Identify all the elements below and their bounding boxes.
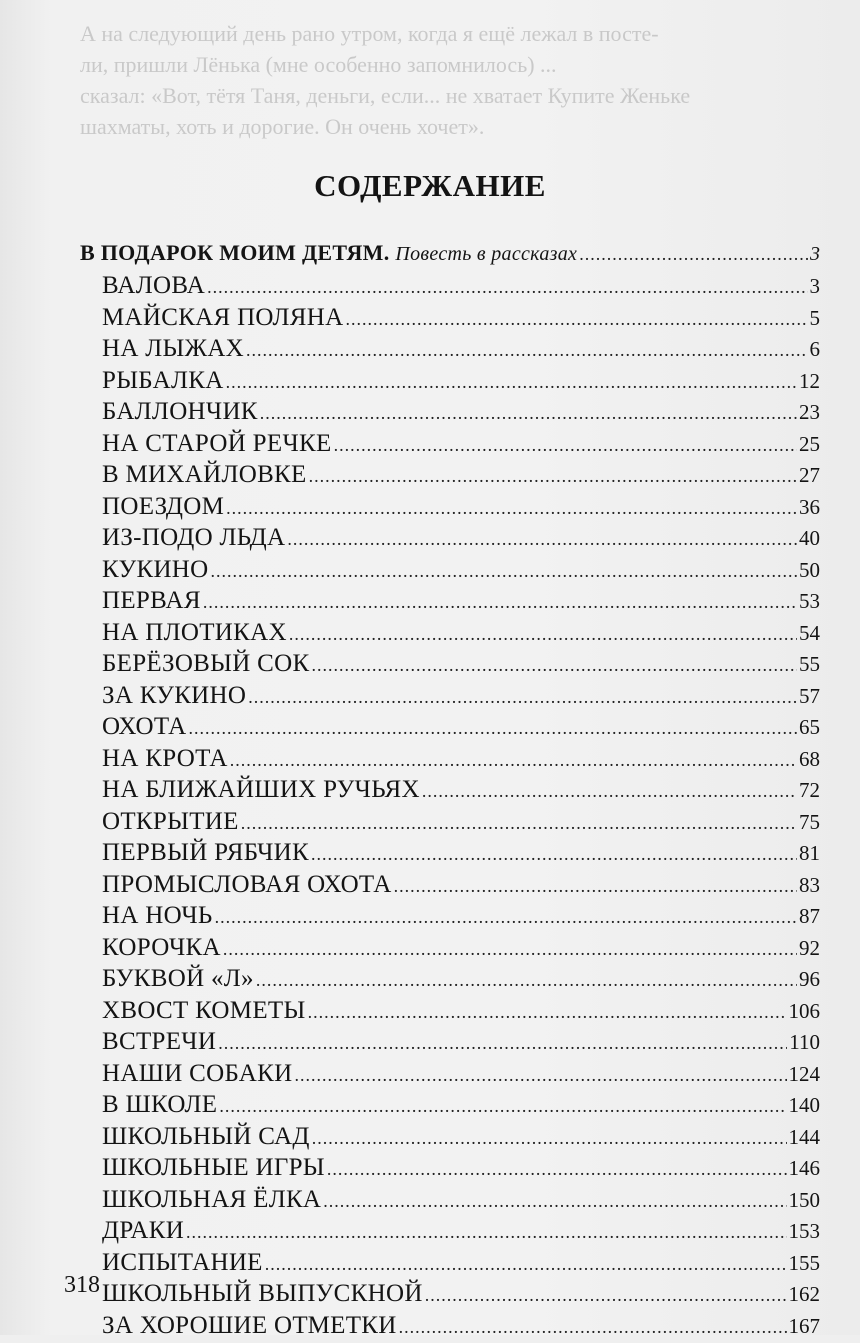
toc-entry-page: 144	[789, 1122, 821, 1154]
toc-entry-page: 75	[799, 807, 820, 839]
dot-leader	[265, 1249, 787, 1281]
toc-top-title-text: В ПОДАРОК МОИМ ДЕТЯМ.	[80, 240, 390, 265]
toc-entry-title: ПРОМЫСЛОВАЯ ОХОТА	[80, 869, 392, 901]
dot-leader	[260, 398, 797, 430]
toc-entry	[80, 1215, 820, 1247]
toc-entry-title: ШКОЛЬНАЯ ЁЛКА	[80, 1184, 321, 1216]
dot-leader	[323, 1186, 786, 1218]
toc-entry-title: ОТКРЫТИЕ	[80, 806, 239, 838]
toc-entry-page: 50	[799, 555, 820, 587]
toc-entry-title: ВАЛОВА	[80, 270, 205, 302]
toc-entry-title: ЗА КУКИНО	[80, 680, 246, 712]
dot-leader	[294, 1060, 786, 1092]
toc-entry-page: 6	[810, 334, 821, 366]
dot-leader	[422, 776, 797, 808]
dot-leader	[189, 713, 797, 745]
toc-entry-title: НАШИ СОБАКИ	[80, 1058, 292, 1090]
toc-entry-page: 55	[799, 649, 820, 681]
toc-entry	[80, 743, 820, 775]
bleed-through-text	[80, 18, 820, 142]
toc-entry-page: 140	[789, 1090, 821, 1122]
toc-entry-title: ОХОТА	[80, 711, 187, 743]
toc-entry-page: 92	[799, 933, 820, 965]
toc-top-page: 3	[810, 237, 820, 271]
toc-entry	[80, 711, 820, 743]
page-title: СОДЕРЖАНИЕ	[0, 168, 860, 204]
toc-entry	[80, 963, 820, 995]
toc-entry-title: РЫБАЛКА	[80, 365, 224, 397]
toc-entry-page: 87	[799, 901, 820, 933]
toc-entry-page: 36	[799, 492, 820, 524]
toc-entry	[80, 491, 820, 523]
toc-entry	[80, 932, 820, 964]
toc-entry-page: 68	[799, 744, 820, 776]
toc-entry	[80, 333, 820, 365]
toc-entry-page: 83	[799, 870, 820, 902]
toc-entry-page: 124	[789, 1059, 821, 1091]
dot-leader	[230, 745, 797, 777]
toc-top-title	[80, 236, 577, 271]
toc-entry-title: ИСПЫТАНИЕ	[80, 1247, 263, 1279]
dot-leader	[308, 997, 787, 1029]
toc-entry	[80, 1058, 820, 1090]
toc-entry-title: НА БЛИЖАЙШИХ РУЧЬЯХ	[80, 774, 420, 806]
toc-entry-page: 27	[799, 460, 820, 492]
toc-entry-page: 5	[810, 303, 821, 335]
toc-entry-title: В ШКОЛЕ	[80, 1089, 217, 1121]
toc-entry-title: БЕРЁЗОВЫЙ СОК	[80, 648, 309, 680]
toc-entry-page: 81	[799, 838, 820, 870]
toc-entry-page: 12	[799, 366, 820, 398]
toc-entry	[80, 837, 820, 869]
dot-leader	[579, 237, 808, 271]
toc-entry-page: 153	[789, 1216, 821, 1248]
dot-leader	[287, 524, 797, 556]
toc-entry-page: 150	[789, 1185, 821, 1217]
dot-leader	[219, 1091, 786, 1123]
toc-entry-title: НА ПЛОТИКАХ	[80, 617, 287, 649]
table-of-contents	[80, 236, 820, 1341]
dot-leader	[248, 682, 797, 714]
toc-entry	[80, 995, 820, 1027]
toc-entry	[80, 648, 820, 680]
dot-leader	[223, 934, 797, 966]
page-number: 318	[64, 1272, 100, 1299]
toc-entry	[80, 270, 820, 302]
toc-entry	[80, 806, 820, 838]
toc-entry-title: НА СТАРОЙ РЕЧКЕ	[80, 428, 332, 460]
toc-entry-title: ИЗ-ПОДО ЛЬДА	[80, 522, 285, 554]
toc-entry-title: ШКОЛЬНЫЙ САД	[80, 1121, 310, 1153]
dot-leader	[256, 965, 797, 997]
toc-entry-title: МАЙСКАЯ ПОЛЯНА	[80, 302, 343, 334]
toc-entry	[80, 396, 820, 428]
bleed-line: ли, пришли Лёнька (мне особенно запомнилось) ...	[80, 49, 820, 80]
toc-entry-page: 96	[799, 964, 820, 996]
toc-top-entry	[80, 236, 820, 270]
dot-leader	[218, 1028, 787, 1060]
toc-entry	[80, 1121, 820, 1153]
dot-leader	[394, 871, 797, 903]
toc-entry-title: ПЕРВАЯ	[80, 585, 201, 617]
bleed-line: шахматы, хоть и дорогие. Он очень хочет».	[80, 111, 820, 142]
toc-entry-title: ЗА ХОРОШИЕ ОТМЕТКИ	[80, 1310, 397, 1342]
toc-entry-page: 25	[799, 429, 820, 461]
toc-entry-title: ХВОСТ КОМЕТЫ	[80, 995, 306, 1027]
toc-entry	[80, 554, 820, 586]
toc-entry-title: ПЕРВЫЙ РЯБЧИК	[80, 837, 309, 869]
toc-entry-title: КОРОЧКА	[80, 932, 221, 964]
toc-entry-page: 54	[799, 618, 820, 650]
toc-entry-page: 53	[799, 586, 820, 618]
toc-entry-title: НА НОЧЬ	[80, 900, 213, 932]
toc-entry	[80, 680, 820, 712]
dot-leader	[311, 650, 797, 682]
dot-leader	[207, 272, 807, 304]
toc-entry	[80, 1184, 820, 1216]
bleed-line: сказал: «Вот, тётя Таня, деньги, если... не хватает Купите Женьке	[80, 80, 820, 111]
dot-leader	[289, 619, 797, 651]
toc-entry	[80, 459, 820, 491]
dot-leader	[211, 556, 797, 588]
dot-leader	[246, 335, 807, 367]
toc-entry-title: ПОЕЗДОМ	[80, 491, 224, 523]
toc-entry-page: 146	[789, 1153, 821, 1185]
toc-entry	[80, 900, 820, 932]
toc-entry	[80, 1278, 820, 1310]
toc-entry	[80, 774, 820, 806]
toc-entry-title: В МИХАЙЛОВКЕ	[80, 459, 307, 491]
dot-leader	[309, 461, 797, 493]
dot-leader	[425, 1280, 787, 1312]
dot-leader	[226, 493, 797, 525]
toc-entry-title: КУКИНО	[80, 554, 209, 586]
toc-top-subtitle: Повесть в рассказах	[395, 243, 577, 265]
bleed-line: А на следующий день рано утром, когда я ещё лежал в посте-	[80, 18, 820, 49]
toc-entry	[80, 1152, 820, 1184]
dot-leader	[399, 1312, 787, 1343]
toc-entry-page: 23	[799, 397, 820, 429]
toc-entry-title: НА ЛЫЖАХ	[80, 333, 244, 365]
toc-entry-title: БАЛЛОНЧИК	[80, 396, 258, 428]
dot-leader	[186, 1217, 786, 1249]
dot-leader	[241, 808, 797, 840]
dot-leader	[334, 430, 797, 462]
toc-entry	[80, 1310, 820, 1342]
toc-entry	[80, 585, 820, 617]
toc-entry-page: 40	[799, 523, 820, 555]
toc-entry-page: 106	[789, 996, 821, 1028]
toc-entry	[80, 869, 820, 901]
toc-entry-title: ШКОЛЬНЫЙ ВЫПУСКНОЙ	[80, 1278, 423, 1310]
toc-entry	[80, 1026, 820, 1058]
toc-entry-title: ВСТРЕЧИ	[80, 1026, 216, 1058]
toc-entry-page: 110	[789, 1027, 820, 1059]
dot-leader	[312, 1123, 787, 1155]
toc-entry-page: 72	[799, 775, 820, 807]
toc-entry-title: ДРАКИ	[80, 1215, 184, 1247]
toc-entry-title: ШКОЛЬНЫЕ ИГРЫ	[80, 1152, 325, 1184]
toc-entry-page: 162	[789, 1279, 821, 1311]
toc-entry-title: НА КРОТА	[80, 743, 228, 775]
dot-leader	[345, 304, 807, 336]
toc-entry	[80, 365, 820, 397]
dot-leader	[203, 587, 797, 619]
dot-leader	[311, 839, 797, 871]
toc-entry	[80, 302, 820, 334]
dot-leader	[226, 367, 797, 399]
toc-entry-title: БУКВОЙ «Л»	[80, 963, 254, 995]
dot-leader	[327, 1154, 787, 1186]
toc-entry-page: 167	[789, 1311, 821, 1343]
toc-entry-page: 65	[799, 712, 820, 744]
toc-list	[80, 270, 820, 1341]
toc-entry	[80, 522, 820, 554]
toc-entry-page: 3	[810, 271, 821, 303]
dot-leader	[215, 902, 797, 934]
toc-entry-page: 155	[789, 1248, 821, 1280]
toc-entry-page: 57	[799, 681, 820, 713]
toc-entry	[80, 428, 820, 460]
toc-entry	[80, 1089, 820, 1121]
toc-entry	[80, 1247, 820, 1279]
toc-entry	[80, 617, 820, 649]
